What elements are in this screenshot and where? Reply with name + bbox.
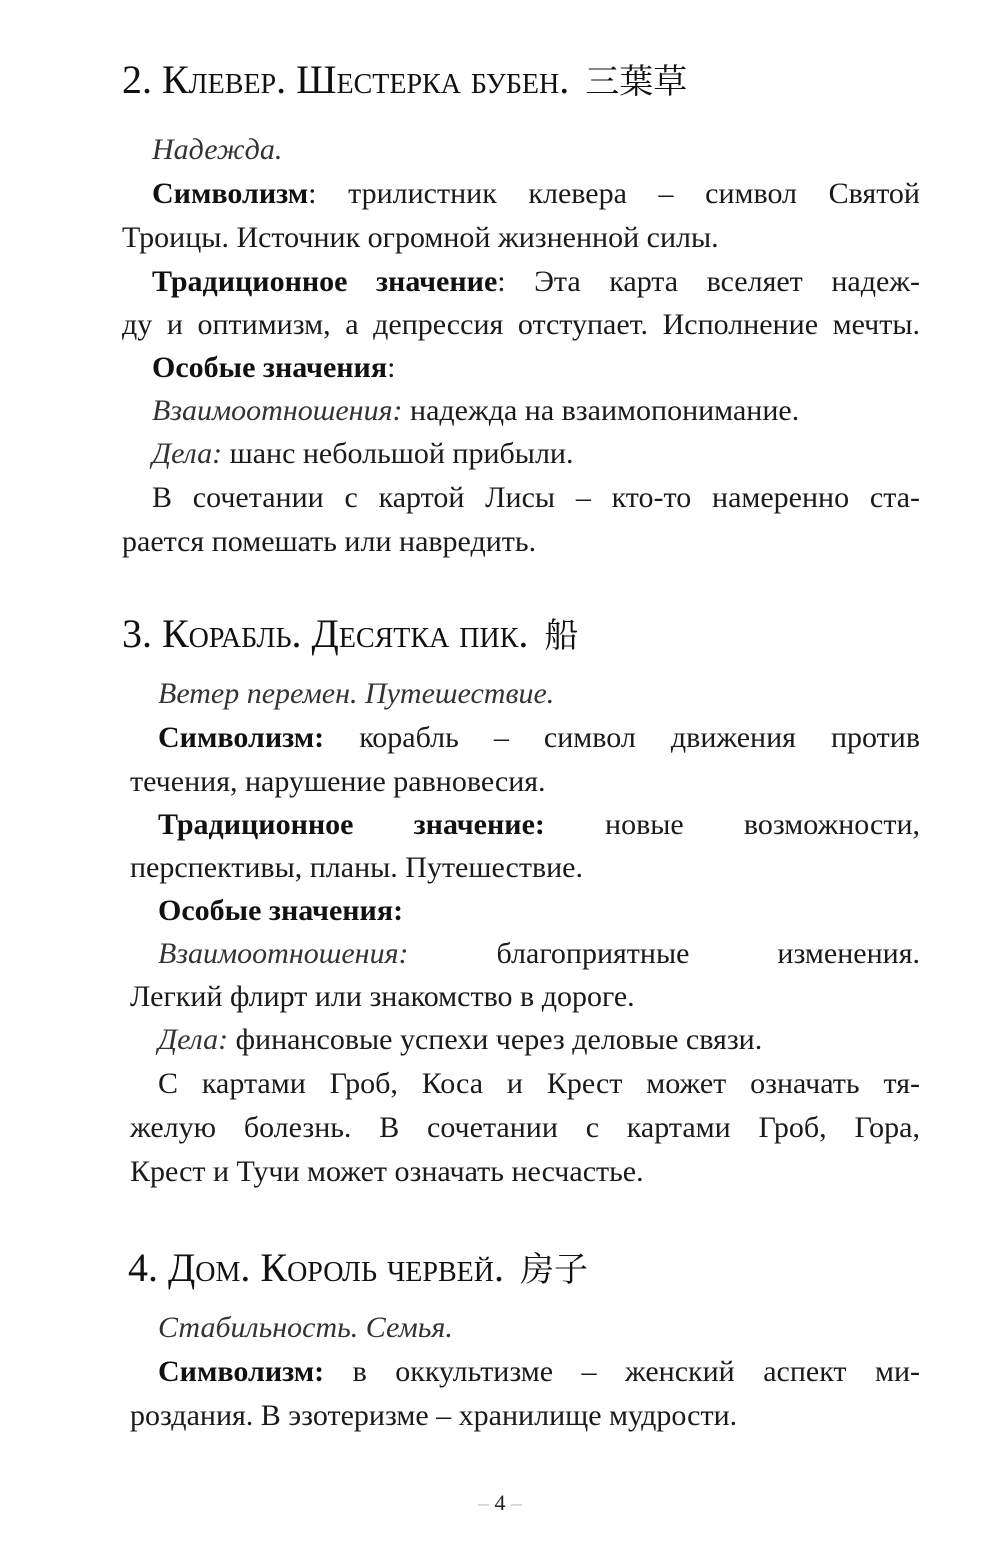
relations-text: надежда на взаимопонимание. [402,394,800,427]
page-number-value: 4 [494,1490,506,1515]
section-number: 3. [122,611,152,656]
traditional-line-2: ду и оптимизм, а депрессия отступает. Исполнение мечты. [122,308,920,341]
section-number: 2. [122,57,152,102]
traditional-line-1 [152,262,920,302]
page-number [0,1490,1000,1516]
section-title: Дом. Король червей. [168,1245,504,1290]
relations-text: благоприятные изменения. [408,937,920,970]
business-line [158,1020,762,1060]
symbolism-text: : трилистник клевера – символ Святой [308,177,920,210]
section-number: 4. [128,1245,158,1290]
business-text: финансовые успехи через деловые связи. [228,1023,763,1056]
symbolism-line-2: Троицы. Источник огромной жизненной силы. [122,221,719,254]
relations-line [152,391,799,431]
combo-line-1: С картами Гроб, Коса и Крест может означать тя- [158,1067,920,1100]
business-text: шанс небольшой прибыли. [222,437,574,470]
section-title: Клевер. Шестерка бубен. [162,57,570,102]
keywords: Ветер перемен. Путешествие. [158,677,555,710]
relations-line-1 [158,934,920,974]
section-heading-house [128,1246,588,1292]
relations-label: Взаимоотношения: [158,937,409,970]
symbolism-line-1 [158,1352,920,1392]
symbolism-line-2: течения, нарушение равновесия. [130,765,546,798]
symbolism-text: в оккультизме – женский аспект ми- [324,1355,920,1388]
traditional-line-1 [158,805,920,845]
business-label: Дела: [152,437,223,470]
page-number-dash-right: – [511,1490,522,1515]
symbolism-label: Символизм: [158,1355,325,1388]
section-title: Корабль. Десятка пик. [162,611,529,656]
cjk-title: 房子 [519,1250,588,1290]
combo-line-3: Крест и Тучи может означать несчастье. [130,1155,644,1188]
symbolism-label: Символизм: [158,721,325,754]
symbolism-label: Символизм [152,177,309,210]
page-number-dash-left: – [478,1490,489,1515]
traditional-line-2: перспективы, планы. Путешествие. [130,851,583,884]
symbolism-text: корабль – символ движения против [324,721,920,754]
cjk-title: 船 [544,616,579,656]
keywords: Стабильность. Семья. [158,1311,453,1344]
combo-line-2: желую болезнь. В сочетании с картами Гроб, Гора, [130,1111,920,1144]
symbolism-line-1 [152,174,920,214]
combo-line-2: рается помешать или навредить. [122,525,537,558]
traditional-label: Традиционное значение: [158,808,545,841]
special-label: Особые значения [152,351,388,384]
keywords: Надежда. [152,133,283,166]
symbolism-line-1 [158,718,920,758]
symbolism-line-2: роздания. В эзотеризме – хранилище мудрости. [130,1399,738,1432]
traditional-label: Традиционное значение [152,265,498,298]
special-meanings-heading: Особые значения: [158,894,404,927]
business-line [152,434,573,474]
cjk-title: 三葉草 [585,62,688,102]
traditional-text: : Эта карта вселяет надеж- [497,265,920,298]
special-colon: : [387,351,396,384]
relations-line-2: Легкий флирт или знакомство в дороге. [130,980,635,1013]
section-heading-ship [122,612,578,658]
special-meanings-heading [152,348,395,388]
section-heading-clover [122,58,687,104]
business-label: Дела: [158,1023,229,1056]
combo-line-1: В сочетании с картой Лисы – кто-то намеренно ста- [152,481,920,514]
relations-label: Взаимоотношения: [152,394,403,427]
traditional-text: новые возможности, [544,808,921,841]
